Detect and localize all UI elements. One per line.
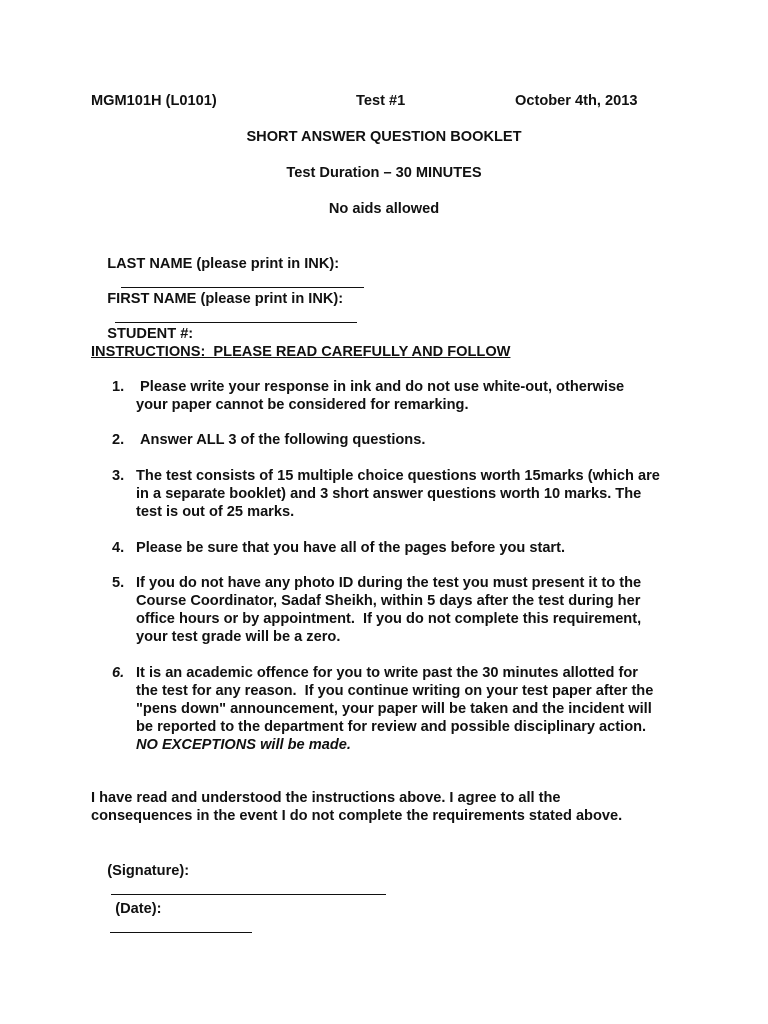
instruction-item-3: [112, 467, 692, 521]
instruction-line: It is an academic offence for you to write past the 30 minutes allotted for: [136, 665, 638, 681]
instruction-number: 3.: [112, 468, 125, 484]
instruction-line: Please write your response in ink and do not use white-out, otherwise: [136, 379, 625, 395]
instruction-line: The test consists of 15 multiple choice questions worth 15marks (which are: [136, 468, 660, 484]
no-exceptions-notice: NO EXCEPTIONS will be made.: [136, 737, 351, 753]
signature-row: [91, 844, 386, 956]
signature-blank[interactable]: [111, 880, 386, 895]
last-name-label: LAST NAME (please print in INK):: [107, 256, 340, 272]
instruction-line: the test for any reason. If you continue writing on your test paper after the: [136, 683, 654, 699]
test-number: Test #1: [356, 93, 406, 109]
acknowledgement-line-2: consequences in the event I do not complete the requirements stated above.: [91, 808, 623, 824]
instruction-line: Course Coordinator, Sadaf Sheikh, within 5 days after the test during her: [136, 593, 641, 609]
instruction-line: test is out of 25 marks.: [136, 504, 295, 520]
instruction-number: 5.: [112, 575, 125, 591]
instruction-line: "pens down" announcement, your paper will be taken and the incident will: [136, 701, 652, 717]
instruction-item-1: [112, 378, 692, 414]
instruction-line: be reported to the department for review and possible disciplinary action.: [136, 719, 647, 735]
date-label: (Date):: [115, 901, 162, 917]
instruction-line: Answer ALL 3 of the following questions.: [140, 432, 426, 448]
instruction-number: 2.: [112, 432, 125, 448]
instruction-number: 4.: [112, 540, 125, 556]
instructions-heading: INSTRUCTIONS: PLEASE READ CAREFULLY AND FOLLOW: [91, 344, 511, 360]
first-name-label: FIRST NAME (please print in INK):: [107, 291, 344, 307]
instruction-line: in a separate booklet) and 3 short answer questions worth 10 marks. The: [136, 486, 642, 502]
instruction-number: 1.: [112, 379, 125, 395]
booklet-title: SHORT ANSWER QUESTION BOOKLET: [246, 129, 522, 145]
course-code: MGM101H (L0101): [91, 93, 217, 109]
instruction-line: office hours or by appointment. If you do not complete this requirement,: [136, 611, 642, 627]
acknowledgement-line-1: I have read and understood the instructions above. I agree to all the: [91, 790, 561, 806]
signature-label: (Signature):: [107, 863, 190, 879]
date-blank[interactable]: [110, 918, 252, 933]
student-number-label: STUDENT #:: [107, 326, 194, 342]
test-duration: Test Duration – 30 MINUTES: [286, 165, 482, 181]
instruction-item-4: [112, 539, 692, 557]
instruction-line: Please be sure that you have all of the pages before you start.: [136, 540, 566, 556]
instruction-item-5: [112, 574, 692, 646]
instruction-line: your paper cannot be considered for remarking.: [136, 397, 469, 413]
instruction-item-2: [112, 431, 692, 449]
test-date: October 4th, 2013: [515, 93, 638, 109]
instruction-item-6: [112, 664, 692, 754]
instruction-line: your test grade will be a zero.: [136, 629, 341, 645]
aids-notice: No aids allowed: [328, 201, 440, 217]
instruction-line: If you do not have any photo ID during the test you must present it to the: [136, 575, 642, 591]
instruction-number: 6.: [112, 665, 125, 681]
